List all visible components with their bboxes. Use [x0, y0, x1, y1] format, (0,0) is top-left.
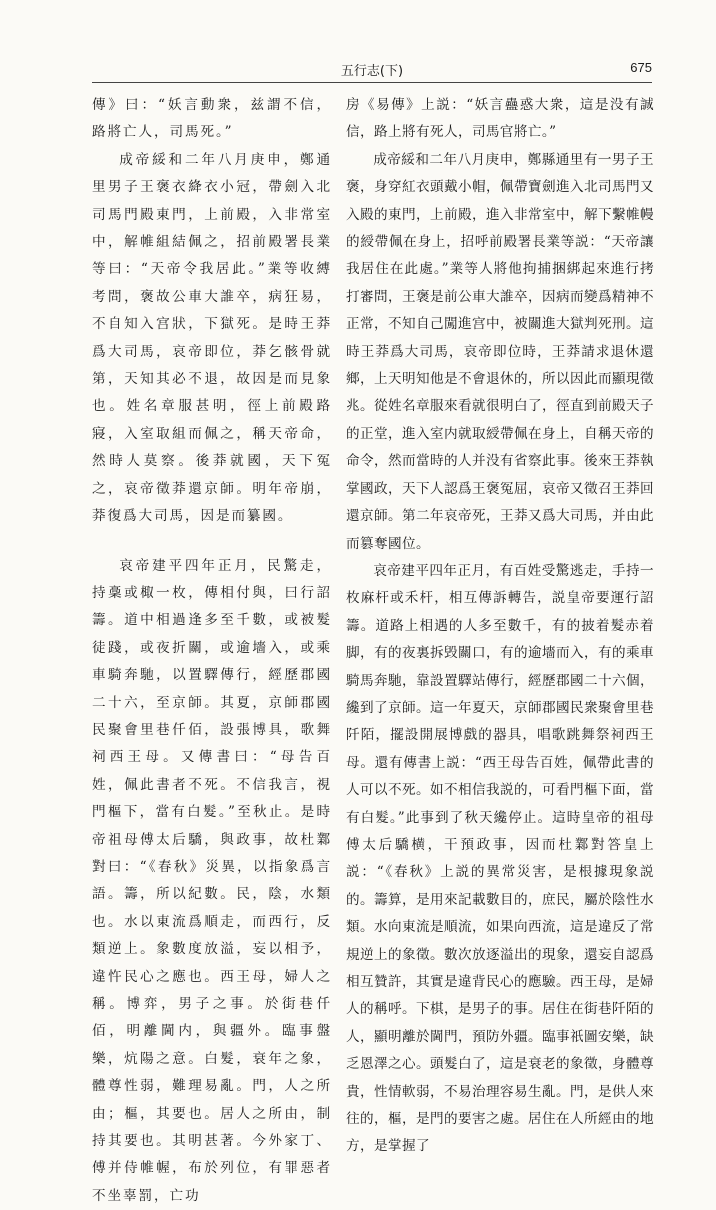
page-number: 675	[630, 60, 652, 75]
running-header	[92, 60, 652, 82]
classical-text-column	[92, 92, 332, 1210]
chapter-title: 五行志(下)	[92, 60, 652, 79]
header-rule	[92, 82, 652, 83]
classical-paragraph-1: 傳》曰：“妖言動衆，兹謂不信，路將亡人，司馬死。”	[92, 92, 332, 147]
translation-column	[346, 92, 654, 1161]
translation-paragraph-3: 哀帝建平四年正月，有百姓受驚逃走，手持一枚麻杆或禾杆，相互傳訴轉告，説皇帝要運行詔籌。道路上相遇的人多至數千，有的披着髮赤着脚，有的夜裏拆毁關口，有的逾墻而入，有的乘車騎馬奔馳，靠設置驛站傳行，經歷郡國二十六個，纔到了京師。這一年夏天，京師郡國民衆聚會里巷阡陌，擺設開展博戲的器具，唱歌跳舞祭祠西王母。還有傳書上説：“西王母告百姓，佩帶此書的人可以不死。如不相信我説的，可看門樞下面，當有白髮。”此事到了秋天纔停止。這時皇帝的祖母傅太后驕横，干預政事，因而杜鄴對答皇上説：“《春秋》上説的異常災害，是根據現象説的。籌算，是用來記載數目的，庶民，屬於陰性水類。水向東流是順流，如果向西流，這是違反了常規逆上的象徵。數次放逐溢出的現象，還妄自認爲相互贊許，其實是違背民心的應驗。西王母，是婦人的稱呼。下棋，是男子的事。居住在街巷阡陌的人，顯明離於閫門，預防外疆。臨事祇圖安樂，缺乏恩澤之心。頭髮白了，這是衰老的象徵，身體尊貴，性情軟弱，不易治理容易生亂。門，是供人來往的，樞，是門的要害之處。居住在人所經由的地方，是掌握了	[346, 558, 654, 1161]
translation-paragraph-1: 房《易傳》上説：“妖言蠱惑大衆，這是没有誠信，路上將有死人，司馬官將亡。”	[346, 92, 654, 147]
translation-paragraph-2: 成帝綏和二年八月庚申，鄭縣通里有一男子王褒，身穿紅衣頭戴小帽，佩帶寶劍進入北司馬門又入殿的東門，上前殿，進入非常室中，解下繫帷幔的綬帶佩在身上，招呼前殿署長業等説：“天帝讓我居住在此處。”業等人將他拘捕捆綁起來進行拷打審問，王褒是前公車大誰卒，因病而變爲精神不正常，不知自己闖進宫中，被關進大獄判死刑。這時王莽爲大司馬，哀帝即位時，王莽請求退休還鄉，上天明知他是不會退休的，所以因此而顯現徵兆。從姓名章服來看就很明白了，徑直到前殿天子的正堂，進入室内就取綬帶佩在身上，自稱天帝的命令，然而當時的人并没有省察此事。後來王莽執掌國政，天下人認爲王褒冤屈，哀帝又徵召王莽回還京師。第二年哀帝死，王莽又爲大司馬，并由此而篡奪國位。	[346, 147, 654, 558]
classical-paragraph-3: 哀帝建平四年正月，民驚走，持稾或棷一枚，傳相付與，曰行詔籌。道中相過逢多至千數，或被髮徒踐，或夜折關，或逾墻入，或乘車騎奔馳，以置驛傳行，經歷郡國二十六，至京師。其夏，京師郡國民聚會里巷仟佰，設張博具，歌舞祠西王母。又傳書曰：“母告百姓，佩此書者不死。不信我言，視門樞下，當有白髮。”至秋止。是時帝祖母傅太后驕，與政事，故杜鄴對曰：“《春秋》災異，以指象爲言語。籌，所以紀數。民，陰，水類也。水以東流爲順走，而西行，反類逆上。象數度放溢，妄以相予，違忤民心之應也。西王母，婦人之稱。博弈，男子之事。於街巷仟佰，明離閫内，與疆外。臨事盤樂，炕陽之意。白髮，衰年之象，體尊性弱，難理易亂。門，人之所由；樞，其要也。居人之所由，制持其要也。其明甚著。今外家丁、傅并侍帷幄，布於列位，有罪惡者不坐辜罰，亡功	[92, 553, 332, 1210]
classical-paragraph-2: 成帝綏和二年八月庚申，鄭通里男子王褒衣絳衣小冠，帶劍入北司馬門殿東門，上前殿，入非常室中，解帷組結佩之，招前殿署長業等曰：“天帝令我居此。”業等收縛考問，褒故公車大誰卒，病狂易，不自知入宫狀，下獄死。是時王莽爲大司馬，哀帝即位，莽乞骸骨就第，天知其必不退，故因是而見象也。姓名章服甚明，徑上前殿路寢，入室取組而佩之，稱天帝命，然時人莫察。後莽就國，天下冤之，哀帝徵莽還京師。明年帝崩，莽復爲大司馬，因是而纂國。	[92, 147, 332, 531]
